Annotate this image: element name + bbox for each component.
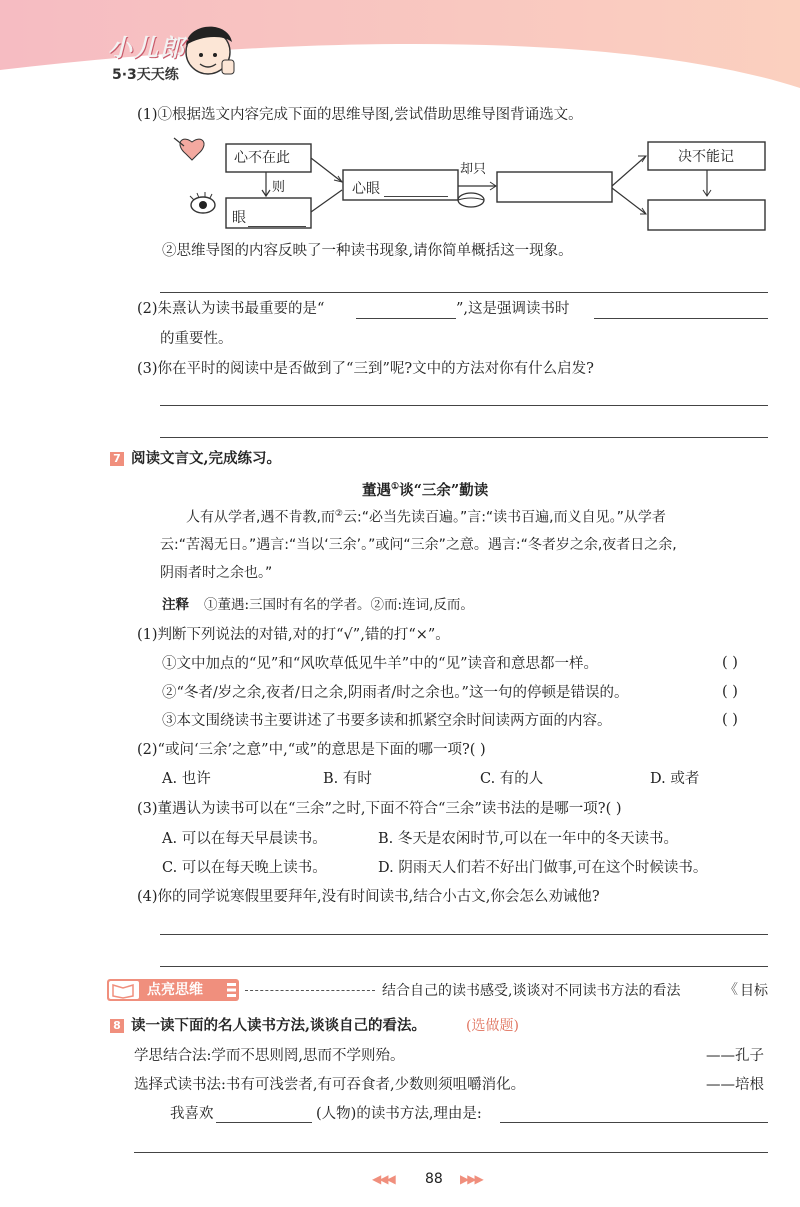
eye-icon: [190, 192, 215, 213]
q7-title: 董遇①谈“三余”勤读: [362, 481, 489, 499]
answer-line[interactable]: [160, 292, 768, 293]
answer-paren[interactable]: ( ): [722, 712, 738, 728]
q6-sub1b: ②思维导图的内容反映了一种读书现象,请你简单概括这一现象。: [162, 243, 573, 259]
mm-box1: 心不在此: [234, 150, 290, 166]
answer-line[interactable]: [160, 437, 768, 438]
q7-sub4: (4)你的同学说寒假里要拜年,没有时间读书,结合小古文,你会怎么劝诫他?: [137, 889, 600, 905]
q6-sub3: (3)你在平时的阅读中是否做到了“三到”呢?文中的方法对你有什么启发?: [137, 361, 594, 377]
q7-sub1: (1)判断下列说法的对错,对的打“√”,错的打“×”。: [137, 627, 450, 643]
mm-eye-blank[interactable]: [248, 226, 306, 227]
mm-but: 却只: [460, 162, 487, 177]
heart-icon: [174, 138, 204, 160]
person-blank[interactable]: [216, 1122, 312, 1123]
q6-sub1: (1)①根据选文内容完成下面的思维导图,尝试借助思维导图背诵选文。: [137, 107, 583, 123]
method-1-author: ——孔子: [706, 1048, 764, 1064]
option-c: C. 可以在每天晚上读书。: [162, 860, 327, 876]
option-d: D. 或者: [650, 771, 700, 787]
q6-sub2a: (2)朱熹认为读书最重要的是“: [137, 301, 325, 317]
passage-line-3: 阴雨者时之余也。”: [160, 565, 273, 581]
lips-icon: [458, 193, 484, 207]
mm-mid-blank[interactable]: [384, 196, 448, 197]
option-d: D. 阴雨天人们若不好出门做事,可在这个时候读书。: [378, 860, 708, 876]
note-text: ①董遇:三国时有名的学者。②而:连词,反而。: [204, 597, 474, 613]
mm-mid: 心眼: [352, 181, 380, 197]
q7-sub3: (3)董遇认为读书可以在“三余”之时,下面不符合“三余”读书法的是哪一项?( ): [137, 801, 622, 817]
q7-sub2: (2)“或问‘三余’之意”中,“或”的意思是下面的哪一项?( ): [137, 742, 486, 758]
target-label: 目标: [740, 983, 768, 999]
banner-label: 点亮思维: [147, 982, 203, 998]
like-prefix: 我喜欢: [170, 1106, 214, 1122]
q6-sub2b: ”,这是强调读书时: [456, 301, 570, 317]
method-1: 学思结合法:学而不思则罔,思而不学则殆。: [134, 1048, 405, 1064]
answer-box-bottom: [648, 200, 765, 230]
answer-blank[interactable]: [500, 1122, 768, 1123]
option-a: A. 也许: [162, 771, 211, 787]
answer-line[interactable]: [160, 966, 768, 967]
answer-blank[interactable]: [356, 318, 456, 319]
judge-1: ①文中加点的“见”和“风吹草低见牛羊”中的“见”读音和意思都一样。: [162, 656, 598, 672]
option-b: B. 有时: [323, 771, 372, 787]
question-number-8: 8: [110, 1019, 124, 1033]
note-label: 注释: [162, 597, 189, 613]
mm-then: 则: [272, 180, 286, 195]
judge-3: ③本文围绕读书主要讲述了书要多读和抓紧空余时间读两方面的内容。: [162, 713, 612, 729]
banner-text: 结合自己的读书感受,谈谈对不同读书方法的看法: [382, 983, 681, 999]
target-chevron-icon: 《: [724, 982, 738, 998]
option-b: B. 冬天是农闲时节,可以在一年中的冬天读书。: [378, 831, 678, 847]
judge-2: ②“冬者/岁之余,夜者/日之余,阴雨者/时之余也。”这一句的停顿是错误的。: [162, 685, 629, 701]
next-arrows-icon: ▶▶▶: [460, 1172, 482, 1186]
page-number: 88: [425, 1171, 443, 1187]
mm-r1: 决不能记: [678, 149, 734, 165]
q6-sub2c: 的重要性。: [160, 331, 233, 347]
q7-intro: 阅读文言文,完成练习。: [131, 450, 282, 467]
answer-paren[interactable]: ( ): [722, 684, 738, 700]
question-number-7: 7: [110, 452, 124, 466]
passage-line-2: 云:“苦渴无日。”遇言:“当以‘三余’。”或问“三余”之意。遇言:“冬者岁之余,夜者日之余,: [160, 537, 677, 553]
q8-intro: 读一读下面的名人读书方法,谈谈自己的看法。: [131, 1017, 427, 1034]
answer-line[interactable]: [160, 934, 768, 935]
answer-line[interactable]: [134, 1152, 768, 1153]
answer-paren[interactable]: ( ): [722, 655, 738, 671]
answer-box-middle: [497, 172, 612, 202]
like-suffix: (人物)的读书方法,理由是:: [316, 1106, 482, 1122]
mm-eye: 眼: [232, 210, 246, 226]
answer-blank[interactable]: [594, 318, 768, 319]
brand-logo: 小儿郎: [108, 34, 186, 62]
prev-arrows-icon: ◀◀◀: [372, 1172, 394, 1186]
passage-line-1: 人有从学者,遇不肯教,而②云:“必当先读百遍。”言:“读书百遍,而义自见。”从学者: [186, 509, 666, 526]
banner-divider: [245, 990, 375, 991]
method-2-author: ——培根: [706, 1077, 764, 1093]
option-c: C. 有的人: [480, 771, 544, 787]
optional-tag: (选做题): [466, 1018, 519, 1034]
mascot-icon: [186, 27, 234, 74]
answer-line[interactable]: [160, 405, 768, 406]
method-2: 选择式读书法:书有可浅尝者,有可吞食者,少数则须咀嚼消化。: [134, 1077, 526, 1093]
option-a: A. 可以在每天早晨读书。: [162, 831, 327, 847]
series-name: 5·3天天练: [112, 67, 179, 83]
